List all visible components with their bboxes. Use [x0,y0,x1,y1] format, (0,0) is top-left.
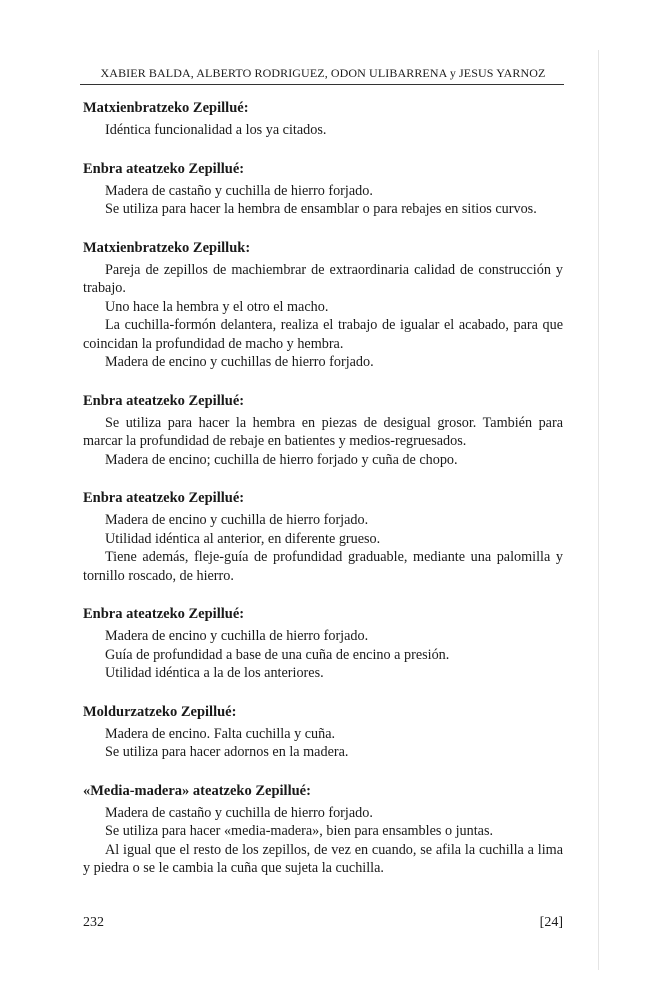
entry-paragraph: Madera de encino; cuchilla de hierro forjado y cuña de chopo. [105,451,458,468]
entry-paragraph: Utilidad idéntica al anterior, en diferente grueso. [105,530,381,547]
entry-paragraph: Madera de castaño y cuchilla de hierro forjado. [105,182,373,199]
entry-paragraph: Guía de profundidad a base de una cuña de encino a presión. [105,646,450,663]
entry-paragraph: Al igual que el resto de los zepillos, de vez en cuando, se afila la cuchilla a lima y piedra o se le cambia la cuña que sujeta la cuchilla. [83,841,563,876]
entry-title: «Media-madera» ateatzeko Zepillué: [83,782,311,799]
entry-paragraph: Se utiliza para hacer adornos en la madera. [105,744,349,760]
entry-paragraph: Uno hace la hembra y el otro el macho. [105,298,329,315]
entry-title: Matxienbratzeko Zepillué: [83,100,249,116]
entry-paragraph: Pareja de zepillos de machiembrar de extraordinaria calidad de construcción y trabajo. [83,261,563,296]
entry-5 [83,489,563,585]
entry-paragraph: Madera de castaño y cuchilla de hierro forjado. [105,804,373,821]
entry-4 [83,392,563,470]
entry-7 [83,703,563,762]
entry-paragraph: Madera de encino y cuchilla de hierro forjado. [105,628,369,644]
entry-paragraph: Se utiliza para hacer «media-madera», bien para ensambles o juntas. [105,823,494,839]
entry-paragraph: Idéntica funcionalidad a los ya citados. [105,122,327,138]
header-rule [80,84,564,85]
entry-title: Enbra ateatzeko Zepillué: [83,392,245,409]
entry-1 [83,99,563,140]
entry-6 [83,605,563,683]
entry-3 [83,239,563,372]
entry-2 [83,160,563,219]
page-edge-line [598,50,599,970]
entry-paragraph: Utilidad idéntica a la de los anteriores. [105,665,324,681]
running-head: XABIER BALDA, ALBERTO RODRIGUEZ, ODON ULIBARRENA y JESUS YARNOZ [100,66,546,80]
entry-paragraph: Se utiliza para hacer la hembra de ensamblar o para rebajes en sitios curvos. [105,201,537,217]
entry-paragraph: La cuchilla-formón delantera, realiza el trabajo de igualar el acabado, para que coincidan la profundidad de macho y hembra. [83,317,563,352]
page-number: 232 [83,915,104,930]
entry-paragraph: Se utiliza para hacer la hembra en piezas de desigual grosor. También para marcar la profundidad de rebaje en batientes y medios-regruesados. [83,414,563,449]
entry-title: Moldurzatzeko Zepillué: [83,703,237,720]
entry-8 [83,782,563,878]
entry-title: Enbra ateatzeko Zepillué: [83,490,245,506]
page-code: [24] [539,915,563,930]
entry-title: Enbra ateatzeko Zepillué: [83,160,245,177]
entry-title: Matxienbratzeko Zepilluk: [83,239,251,256]
document-body [83,99,563,878]
entry-paragraph: Madera de encino. Falta cuchilla y cuña. [105,725,336,742]
entry-paragraph: Madera de encino y cuchilla de hierro forjado. [105,512,369,528]
entry-paragraph: Tiene además, fleje-guía de profundidad graduable, mediante una palomilla y tornillo roscado, de hierro. [83,549,563,584]
entry-paragraph: Madera de encino y cuchillas de hierro forjado. [105,354,374,370]
entry-title: Enbra ateatzeko Zepillué: [83,606,245,622]
